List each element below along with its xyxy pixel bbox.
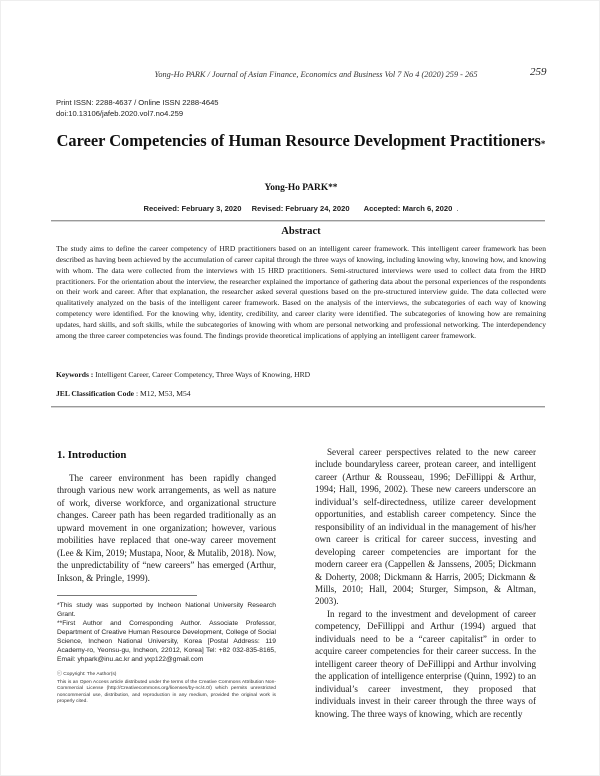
intro-paragraph-1: The career environment has been rapidly changed through various new work arrangements, as well as nature of work, diverse workforce, and organizational structure changes. Career path has been regarded traditionally as an upward movement in one organization; however, various mobilities have replaced that one-way career movement (Lee & Kim, 2019; Mustapa, Noor, & Mutalib, 2018). Now, the unpredictability of “new careers” has emerged (Arthur, Inkson, & Pringle, 1999).	[57, 473, 276, 583]
divider-top	[51, 220, 545, 221]
abstract-text: The study aims to define the career competency of HRD practitioners based on an intelligent career framework. This intelligent career framework has been described as having been achieved by the accumulation of career capital through the three ways of knowing, including knowing why, knowing how, and knowing with whom. The data were collected from the interviews with 15 HRD practitioners. Semi-structured interviews were used to collect data from the HRD practitioners. For the orientation about the interview, the researcher explained the importance of gathering data about the personal experiences of the respondents on their work and career. After that explanation, the researcher asked several questions based on the pre-structured interview guide. The data collected were qualitatively analyzed on the basis of the intelligent career framework. Based on the analysis of the interviews, the subcategories of each way of knowing competency were identified. For the knowing why, identity, credibility, and career clarity were identified. The subcategories of knowing how are remaining updates, hard skills, and soft skills, while the subcategories of knowing with whom are personal networking and professional networking. The interdependency among the three career competencies was found. The findings provide theoretical implications of applying an intelligent career framework.	[56, 244, 546, 340]
received-date: Received: February 3, 2020	[143, 204, 242, 213]
abstract-heading: Abstract	[281, 226, 321, 237]
divider-bottom	[51, 406, 545, 407]
issn-block	[56, 98, 219, 119]
title-footnote-mark: *	[540, 139, 546, 149]
doi-link[interactable]: doi:10.13106/jafeb.2020.vol7.no4.259	[56, 108, 184, 118]
footnote-funding: *This study was supported by Incheon National University Research Grant.	[57, 602, 276, 618]
jel-label: JEL Classification Code	[56, 389, 135, 398]
intro-paragraph-2: Several career perspectives related to the new career include boundaryless career, protean career, and intelligent career (Arthur & Rousseau, 1996; DeFillippi & Arthur, 1994; Hall, 1996, 2002). These new careers underscore an individual’s self-directedness, utilize career development opportunities, and establish career competency. Since the responsibility of an individual in the management of his/her own career is critical for career success, investing and developing career competencies are important for the modern career era (Cappellen & Janssens, 2005; Dickmann & Doherty, 2008; Dickmann & Harris, 2005; Dickmann & Mills, 2010; Hall, 2004; Sturger, Simpson, & Altman, 2003).	[315, 447, 536, 607]
issn-line: Print ISSN: 2288-4637 / Online ISSN 2288-4645	[56, 98, 219, 107]
author-name: Yong-Ho PARK**	[264, 183, 338, 193]
intro-paragraph-3: In regard to the investment and development of career competency, DeFillippi and Arthur (1994) argued that individuals need to be a “career capitalist” in order to acquire career competencies for their career success. In the intelligent career theory of DeFillippi and Arthur involving the application of intelligence enterprise (Quinn, 1992) to an individual’s career investment, they proposed that individuals invest in their career through the three ways of knowing. The three ways of knowing, which are recently	[315, 608, 536, 719]
keywords-line	[56, 370, 310, 379]
footnotes	[57, 601, 276, 664]
section-heading-introduction: 1. Introduction	[57, 449, 127, 461]
copyright-notice	[57, 672, 276, 706]
keywords-label: Keywords :	[56, 370, 94, 379]
left-column	[57, 472, 276, 584]
footnote-author: **First Author and Corresponding Author. Associate Professor, Department of Creative Human Resource Development, College of Social Science, Incheon National University, Korea [Postal Address: 119 Academy-ro, Yeonsu-gu, Incheon, 22012, Korea] Tel: +82 032-835-8165, Email: yhpark@inu.ac.kr and yxp122@gmail.com	[57, 620, 276, 663]
jel-line	[56, 389, 191, 398]
article-dates	[1, 204, 600, 213]
revised-date: Revised: February 24, 2020	[251, 204, 350, 213]
copyright-heading: ⓒ Copyright: The Author(s)	[57, 672, 117, 677]
right-column	[315, 446, 536, 720]
title-text: Career Competencies of Human Resource Development Practitioners	[56, 131, 541, 150]
page-number: 259	[530, 66, 547, 78]
jel-codes: : M12, M53, M54	[134, 389, 191, 398]
running-head: Yong-Ho PARK / Journal of Asian Finance, Economics and Business Vol 7 No 4 (2020) 259 - 265	[154, 70, 478, 79]
keywords-list: Intelligent Career, Career Competency, Three Ways of Knowing, HRD	[93, 370, 311, 379]
license-text: This is an Open Access article distributed under the terms of the Creative Commons Attribution Non-Commercial License (http://Creativecommons.org/licenses/by-nc/4.0/) which permits unrestricted noncommercial use, distribution, and reproduction in any medium, provided the original work is properly cited.	[57, 679, 276, 705]
footnote-divider	[57, 595, 197, 596]
accepted-date: Accepted: March 6, 2020 .	[363, 204, 459, 213]
article-title	[1, 131, 600, 151]
